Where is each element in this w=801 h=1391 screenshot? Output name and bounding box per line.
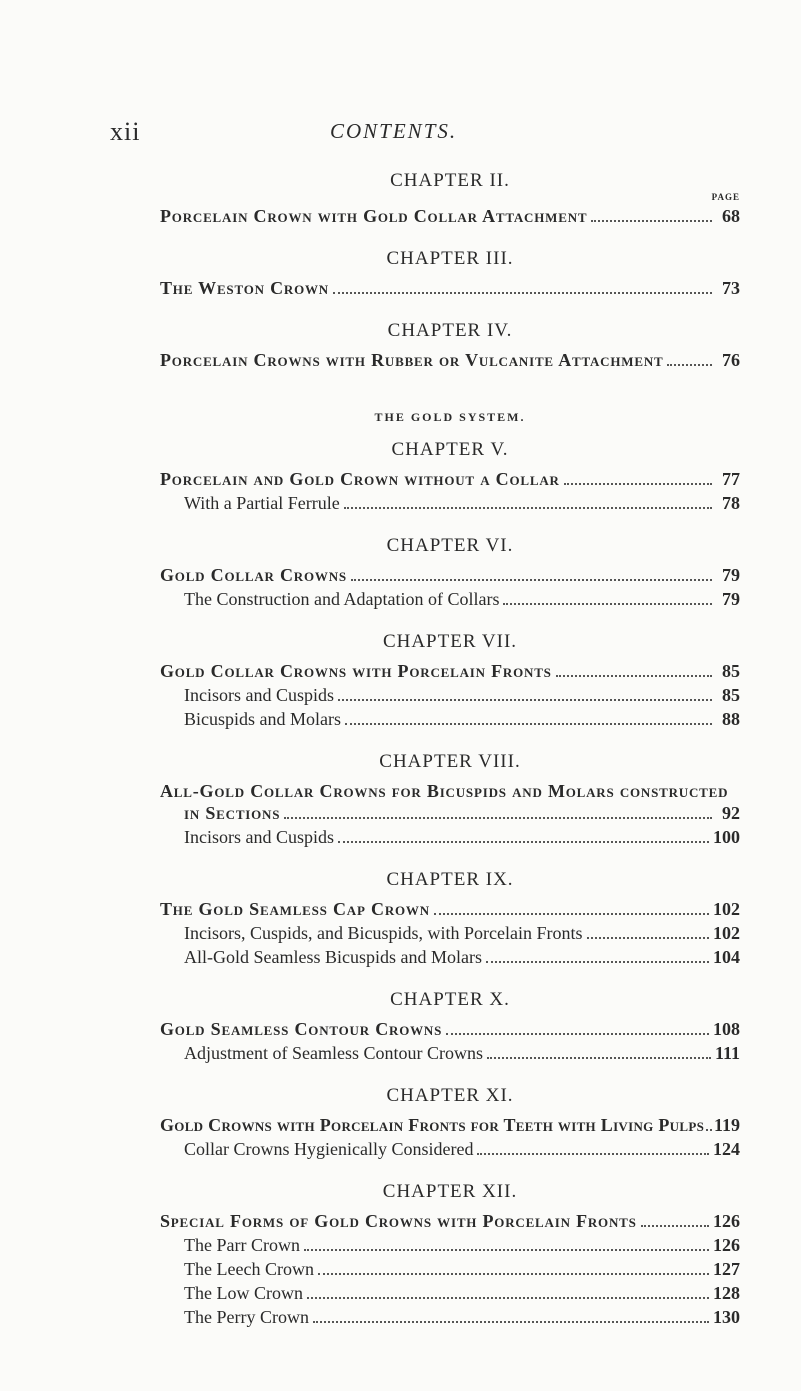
entry-page: 92 xyxy=(722,803,740,823)
leader-dots xyxy=(564,483,712,485)
entry-page: 85 xyxy=(722,661,740,681)
leader-dots xyxy=(556,675,712,677)
chapter-heading: CHAPTER XI. xyxy=(386,1085,514,1106)
toc-subentry[interactable] xyxy=(160,685,740,709)
leader-dots xyxy=(587,937,710,939)
toc-subentry[interactable] xyxy=(160,709,740,733)
entry-page: 102 xyxy=(713,923,740,943)
leader-dots xyxy=(446,1033,709,1035)
entry-title: All-Gold Seamless Bicuspids and Molars xyxy=(184,947,482,967)
leader-dots xyxy=(284,817,712,819)
chapter-heading: CHAPTER VI. xyxy=(386,535,514,556)
chapter-heading: CHAPTER V. xyxy=(391,439,509,460)
leader-dots xyxy=(304,1249,709,1251)
toc-entry[interactable] xyxy=(160,278,740,302)
leader-dots xyxy=(318,1273,709,1275)
chapter-heading: CHAPTER XII. xyxy=(382,1181,518,1202)
entry-title: Incisors and Cuspids xyxy=(184,827,334,847)
toc-subentry[interactable] xyxy=(160,827,740,851)
entry-page: 68 xyxy=(722,206,740,226)
entry-page: 128 xyxy=(713,1283,740,1303)
leader-dots xyxy=(345,723,712,725)
entry-page: 78 xyxy=(722,493,740,513)
toc-subentry[interactable] xyxy=(160,947,740,971)
leader-dots xyxy=(706,1129,712,1131)
toc-entry[interactable] xyxy=(160,565,740,589)
leader-dots xyxy=(487,1057,711,1059)
entry-title: The Gold Seamless Cap Crown xyxy=(160,899,430,919)
toc-subentry[interactable] xyxy=(160,1139,740,1163)
toc-subentry[interactable] xyxy=(160,923,740,947)
toc-subentry[interactable] xyxy=(160,1235,740,1259)
entry-title: The Parr Crown xyxy=(184,1235,300,1255)
toc-entry[interactable] xyxy=(160,1019,740,1043)
leader-dots xyxy=(503,603,712,605)
entry-page: 126 xyxy=(713,1235,740,1255)
leader-dots xyxy=(338,841,709,843)
toc-subentry[interactable] xyxy=(160,1307,740,1331)
entry-page: 79 xyxy=(722,589,740,609)
entry-title: Gold Crowns with Porcelain Fronts for Teeth with Living Pulps xyxy=(160,1115,705,1135)
chapter-heading: CHAPTER III. xyxy=(386,248,514,269)
entry-title: Gold Collar Crowns with Porcelain Fronts xyxy=(160,661,552,681)
entry-page: 88 xyxy=(722,709,740,729)
toc-subentry[interactable] xyxy=(160,1259,740,1283)
entry-title: Bicuspids and Molars xyxy=(184,709,341,729)
toc-entry[interactable] xyxy=(160,1115,740,1139)
leader-dots xyxy=(477,1153,709,1155)
entry-title: Gold Seamless Contour Crowns xyxy=(160,1019,443,1039)
entry-page: 127 xyxy=(713,1259,740,1279)
toc-entry[interactable] xyxy=(160,206,740,230)
entry-title: The Weston Crown xyxy=(160,278,329,298)
leader-dots xyxy=(313,1321,709,1323)
entry-title: All-Gold Collar Crowns for Bicuspids and Molars constructed xyxy=(160,781,729,801)
leader-dots xyxy=(486,961,709,963)
entry-page: 126 xyxy=(713,1211,740,1231)
leader-dots xyxy=(641,1225,709,1227)
entry-title-continued: in Sections xyxy=(184,803,281,823)
entry-title: Incisors, Cuspids, and Bicuspids, with Porcelain Fronts xyxy=(184,923,583,943)
page-header xyxy=(0,115,801,155)
toc-entry[interactable] xyxy=(160,469,740,493)
leader-dots xyxy=(434,913,709,915)
entry-title: Adjustment of Seamless Contour Crowns xyxy=(184,1043,483,1063)
entry-title: Incisors and Cuspids xyxy=(184,685,334,705)
entry-page: 119 xyxy=(713,1115,740,1135)
chapter-heading: CHAPTER II. xyxy=(390,170,510,191)
table-of-contents xyxy=(160,170,740,1331)
leader-dots xyxy=(344,507,712,509)
toc-subentry[interactable] xyxy=(160,1283,740,1307)
entry-title: With a Partial Ferrule xyxy=(184,493,340,513)
chapter-heading: CHAPTER IV. xyxy=(387,320,513,341)
entry-title: Porcelain Crown with Gold Collar Attachment xyxy=(160,206,588,226)
toc-entry[interactable] xyxy=(160,661,740,685)
running-title: CONTENTS. xyxy=(330,119,458,143)
leader-dots xyxy=(333,292,712,294)
entry-title: Porcelain and Gold Crown without a Collar xyxy=(160,469,560,489)
toc-subentry[interactable] xyxy=(160,493,740,517)
entry-title: The Low Crown xyxy=(184,1283,303,1303)
entry-page: 77 xyxy=(722,469,740,489)
toc-entry[interactable] xyxy=(160,350,740,374)
chapter-heading: CHAPTER X. xyxy=(390,989,510,1010)
leader-dots xyxy=(667,364,712,366)
entry-page: 76 xyxy=(722,350,740,370)
toc-entry[interactable] xyxy=(160,781,740,803)
toc-subentry[interactable] xyxy=(160,589,740,613)
entry-page: 124 xyxy=(713,1139,740,1159)
leader-dots xyxy=(591,220,712,222)
chapter-heading: CHAPTER IX. xyxy=(386,869,514,890)
entry-title: Gold Collar Crowns xyxy=(160,565,347,585)
entry-page: 111 xyxy=(714,1043,740,1063)
entry-title: Special Forms of Gold Crowns with Porcelain Fronts xyxy=(160,1211,637,1231)
toc-entry-continued[interactable] xyxy=(160,803,740,827)
entry-page: 104 xyxy=(713,947,740,967)
entry-title: The Leech Crown xyxy=(184,1259,314,1279)
entry-page: 100 xyxy=(713,827,740,847)
entry-page: 108 xyxy=(713,1019,740,1039)
leader-dots xyxy=(351,579,712,581)
entry-title: Collar Crowns Hygienically Considered xyxy=(184,1139,474,1159)
entry-page: 130 xyxy=(713,1307,740,1327)
entry-title: Porcelain Crowns with Rubber or Vulcanite Attachment xyxy=(160,350,664,370)
entry-title: The Perry Crown xyxy=(184,1307,309,1327)
toc-entry[interactable] xyxy=(160,899,740,923)
entry-page: 85 xyxy=(722,685,740,705)
entry-page: 73 xyxy=(722,278,740,298)
leader-dots xyxy=(307,1297,709,1299)
page-column-label: PAGE xyxy=(711,192,740,202)
chapter-heading: CHAPTER VIII. xyxy=(379,751,521,772)
page-number: xii xyxy=(110,117,141,146)
entry-title: The Construction and Adaptation of Collars xyxy=(184,589,500,609)
entry-page: 102 xyxy=(713,899,740,919)
leader-dots xyxy=(338,699,712,701)
section-heading: THE GOLD SYSTEM. xyxy=(374,410,526,424)
toc-subentry[interactable] xyxy=(160,1043,740,1067)
entry-page: 79 xyxy=(722,565,740,585)
chapter-heading: CHAPTER VII. xyxy=(382,631,518,652)
toc-entry[interactable] xyxy=(160,1211,740,1235)
